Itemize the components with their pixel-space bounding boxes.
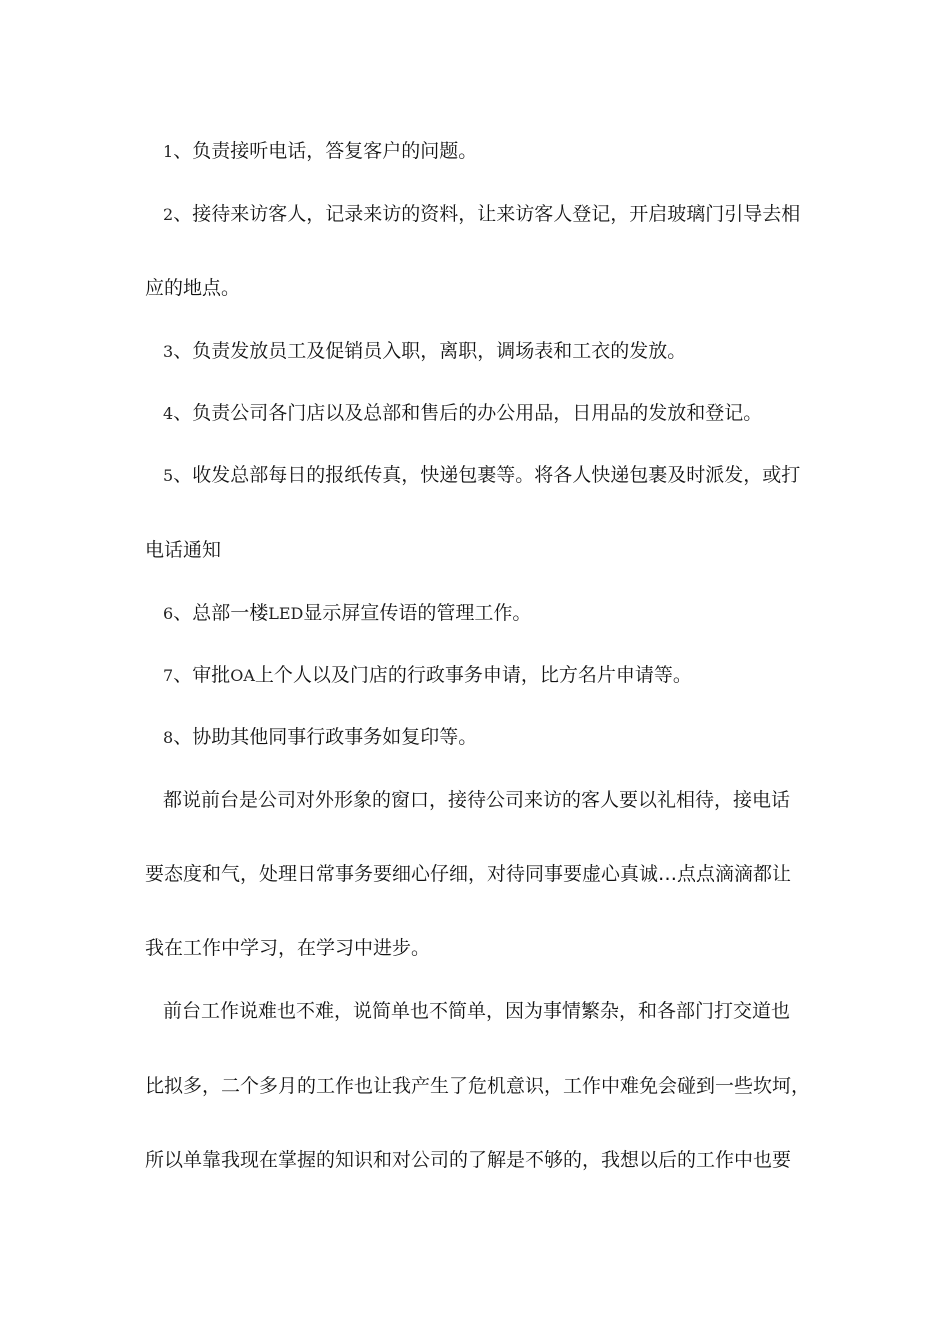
- item-text: 、总部一楼: [173, 602, 269, 624]
- paragraph-line: [145, 1148, 825, 1172]
- list-item: [163, 463, 843, 488]
- paragraph-text: 要态度和气，处理日常事务要细心仔细，对待同事要虚心真诚…点点滴滴都让: [145, 863, 792, 885]
- item-number: 2: [163, 205, 174, 224]
- paragraph-line: [145, 1074, 825, 1098]
- paragraph-line: [163, 999, 843, 1023]
- paragraph-line: [145, 862, 825, 886]
- item-number: 4: [163, 404, 174, 423]
- paragraph-text: 前台工作说难也不难，说简单也不简单，因为事情繁杂，和各部门打交道也: [163, 1000, 791, 1022]
- item-text: 、审批: [173, 664, 231, 686]
- list-item: [163, 339, 843, 364]
- item-number: 7: [163, 666, 174, 685]
- item-number: 6: [163, 604, 174, 623]
- list-item-continuation: [145, 538, 825, 562]
- list-item-continuation: [145, 276, 825, 300]
- list-item: [163, 663, 843, 688]
- list-item: [163, 202, 843, 227]
- item-text: 应的地点。: [145, 277, 241, 299]
- list-item: [163, 139, 843, 164]
- item-text: 、负责接听电话，答复客户的问题。: [173, 140, 478, 162]
- item-number: 5: [163, 466, 174, 485]
- item-text: 电话通知: [145, 539, 222, 561]
- paragraph-text: 比拟多，二个多月的工作也让我产生了危机意识，工作中难免会碰到一些坎坷，: [145, 1075, 811, 1097]
- paragraph-line: [145, 936, 825, 960]
- list-item: [163, 601, 843, 626]
- item-code: OA: [230, 666, 255, 685]
- paragraph-text: 都说前台是公司对外形象的窗口，接待公司来访的客人要以礼相待，接电话: [163, 789, 791, 811]
- list-item: [163, 401, 843, 426]
- item-text: 、收发总部每日的报纸传真，快递包裹等。将各人快递包裹及时派发，或打: [173, 464, 801, 486]
- paragraph-text: 所以单靠我现在掌握的知识和对公司的了解是不够的，我想以后的工作中也要: [145, 1149, 792, 1171]
- item-text: 、负责公司各门店以及总部和售后的办公用品，日用品的发放和登记。: [173, 402, 763, 424]
- item-number: 8: [163, 728, 174, 747]
- item-number: 1: [163, 142, 174, 161]
- list-item: [163, 725, 843, 750]
- paragraph-text: 我在工作中学习，在学习中进步。: [145, 937, 431, 959]
- item-text: 、协助其他同事行政事务如复印等。: [173, 726, 478, 748]
- item-text-rest: 上个人以及门店的行政事务申请，比方名片申请等。: [254, 664, 692, 686]
- item-text: 、负责发放员工及促销员入职，离职，调场表和工衣的发放。: [173, 340, 687, 362]
- paragraph-line: [163, 788, 843, 812]
- item-text: 、接待来访客人，记录来访的资料，让来访客人登记，开启玻璃门引导去相: [173, 203, 801, 225]
- item-text-rest: 显示屏宣传语的管理工作。: [303, 602, 532, 624]
- item-number: 3: [163, 342, 174, 361]
- item-code: LED: [268, 604, 304, 623]
